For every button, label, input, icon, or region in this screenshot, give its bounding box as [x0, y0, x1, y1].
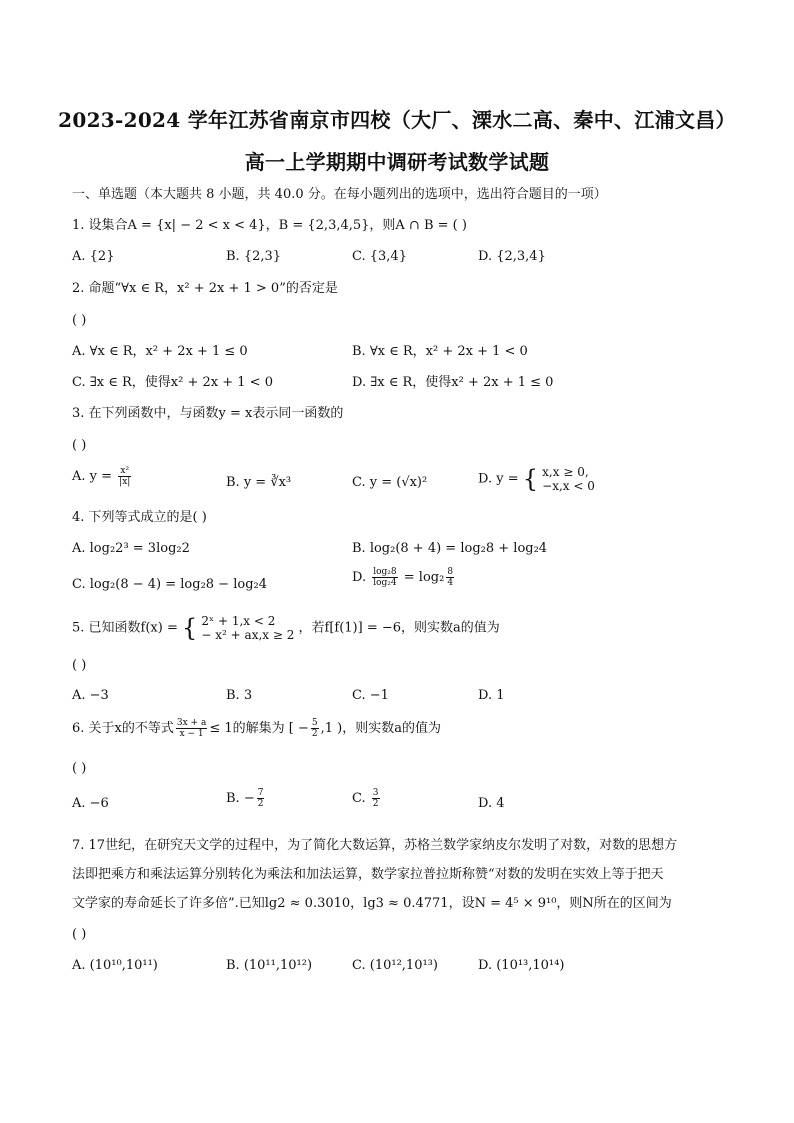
q2-option-c: C. ∃x ∈ R，使得x² + 2x + 1 < 0 — [72, 375, 273, 390]
q4-option-d-label: D. — [352, 570, 367, 585]
q7-option-a: A. (10¹⁰,10¹¹) — [72, 958, 158, 973]
q2-option-d: D. ∃x ∈ R，使得x² + 2x + 1 ≤ 0 — [352, 375, 554, 390]
fraction-numerator: 5 — [311, 718, 318, 728]
exam-title-line2: 高一上学期期中调研考试数学试题 — [244, 150, 550, 174]
fraction-denominator: x − 1 — [179, 729, 204, 739]
q2-option-b: B. ∀x ∈ R，x² + 2x + 1 < 0 — [352, 344, 528, 359]
q3-option-d-label: D. y = — [478, 471, 519, 487]
question-2-stem: 2. 命题“∀x ∈ R，x² + 2x + 1 > 0”的否定是 — [72, 281, 338, 296]
q4-option-a: A. log₂2³ = 3log₂2 — [72, 541, 190, 556]
case-line-2: − x² + ax,x ≥ 2 — [201, 628, 295, 642]
q4-option-d — [352, 567, 456, 588]
q6-option-c-label: C. — [352, 791, 366, 806]
fraction-denominator: log₂4 — [373, 578, 397, 588]
brace-icon: { — [522, 465, 539, 493]
q3-option-a-fraction — [118, 466, 131, 487]
q3-option-a — [72, 466, 133, 487]
q6-option-d: D. 4 — [478, 796, 505, 811]
exam-title-line1: 2023-2024 学年江苏省南京市四校（大厂、溧水二高、秦中、江浦文昌） — [58, 108, 736, 132]
q4-option-c: C. log₂(8 − 4) = log₂8 − log₂4 — [72, 577, 267, 592]
q6-stem-middle: ≤ 1的解集为 — [209, 721, 285, 736]
q6-answer-paren: ( ) — [72, 761, 87, 776]
q3-answer-paren: ( ) — [72, 438, 87, 453]
q6-option-b-fraction — [257, 788, 265, 809]
fraction-denominator: |x| — [119, 477, 131, 487]
fraction-denominator: 2 — [257, 799, 264, 809]
q6-option-b — [226, 788, 266, 809]
q6-interval-fraction — [311, 718, 319, 739]
q6-interval-open: [ − — [288, 721, 309, 736]
fraction-denominator: 2 — [372, 799, 379, 809]
q1-option-a: A. {2} — [72, 249, 115, 264]
question-7-line3: 文学家的寿命延长了许多倍”.已知lg2 ≈ 0.3010，lg3 ≈ 0.4771，设N = 4⁵ × 9¹⁰，则N所在的区间为 — [72, 896, 672, 911]
q3-option-c: C. y = (√x)² — [352, 475, 428, 490]
q2-option-a: A. ∀x ∈ R，x² + 2x + 1 ≤ 0 — [72, 344, 248, 359]
q5-stem-suffix: ，若f[f(1)] = −6，则实数a的值为 — [298, 620, 500, 636]
q6-option-a: A. −6 — [72, 796, 109, 811]
q6-stem-suffix: ，则实数a的值为 — [342, 721, 441, 736]
q1-option-d: D. {2,3,4} — [478, 249, 546, 264]
q5-option-a: A. −3 — [72, 688, 109, 703]
q1-option-c: C. {3,4} — [352, 249, 407, 264]
question-1-stem: 1. 设集合A = {x| − 2 < x < 4}，B = {2,3,4,5}，则A ∩ B = ( ) — [72, 218, 467, 233]
q4-option-b: B. log₂(8 + 4) = log₂8 + log₂4 — [352, 541, 548, 556]
fraction-numerator: 8 — [447, 567, 454, 577]
q4-option-d-fraction — [372, 567, 397, 588]
question-7-line1: 7. 17世纪，在研究天文学的过程中，为了简化大数运算，苏格兰数学家纳皮尔发明了对数，对数的思想方 — [72, 838, 678, 853]
q4-option-d-equals: = log₂ — [403, 570, 445, 585]
fraction-numerator: 3 — [372, 788, 379, 798]
question-3-stem: 3. 在下列函数中，与函数y = x表示同一函数的 — [72, 406, 344, 421]
brace-icon: { — [182, 614, 198, 642]
case-line-1: 2ˣ + 1,x < 2 — [201, 614, 276, 628]
q5-option-d: D. 1 — [478, 688, 505, 703]
q1-option-b: B. {2,3} — [226, 249, 282, 264]
q7-answer-paren: ( ) — [72, 927, 87, 942]
q6-option-b-label: B. − — [226, 791, 255, 806]
section-heading: 一、单选题（本大题共 8 小题，共 40.0 分。在每小题列出的选项中，选出符合题目的一项） — [72, 187, 607, 202]
case-line-1: x,x ≥ 0, — [542, 465, 589, 479]
q4-option-d-subfraction — [446, 567, 454, 588]
question-6-stem — [72, 718, 441, 739]
q3-option-a-label: A. y = — [72, 469, 113, 484]
q6-inequality-fraction — [176, 718, 207, 739]
question-5-stem — [72, 614, 500, 642]
case-line-2: −x,x < 0 — [542, 479, 595, 493]
fraction-numerator: 7 — [257, 788, 264, 798]
q7-option-c: C. (10¹²,10¹³) — [352, 958, 438, 973]
q6-option-c-fraction — [372, 788, 380, 809]
q7-option-b: B. (10¹¹,10¹²) — [226, 958, 313, 973]
fraction-numerator: 3x + a — [176, 718, 207, 728]
fraction-denominator: 2 — [311, 729, 318, 739]
q5-option-c: C. −1 — [352, 688, 389, 703]
q2-answer-paren: ( ) — [72, 313, 87, 328]
question-7-line2: 法即把乘方和乘法运算分别转化为乘法和加法运算，数学家拉普拉斯称赞“对数的发明在实效上等于把天 — [72, 867, 664, 882]
q5-option-b: B. 3 — [226, 688, 253, 703]
q5-piecewise-cases — [201, 614, 294, 642]
question-4-stem: 4. 下列等式成立的是( ) — [72, 510, 207, 525]
q6-stem-prefix: 6. 关于x的不等式 — [72, 721, 174, 736]
q3-option-d-cases — [542, 465, 595, 493]
q6-interval-close: ,1 ) — [320, 721, 343, 736]
q5-stem-prefix: 5. 已知函数f(x) = — [72, 620, 178, 636]
fraction-numerator: log₂8 — [373, 567, 397, 577]
q6-option-c — [352, 788, 382, 809]
fraction-numerator: x² — [118, 466, 131, 477]
q3-option-b: B. y = ∛x³ — [226, 475, 292, 490]
fraction-denominator: 4 — [447, 578, 454, 588]
q3-option-d — [478, 465, 595, 493]
q7-option-d: D. (10¹³,10¹⁴) — [478, 958, 565, 973]
q5-answer-paren: ( ) — [72, 658, 87, 673]
